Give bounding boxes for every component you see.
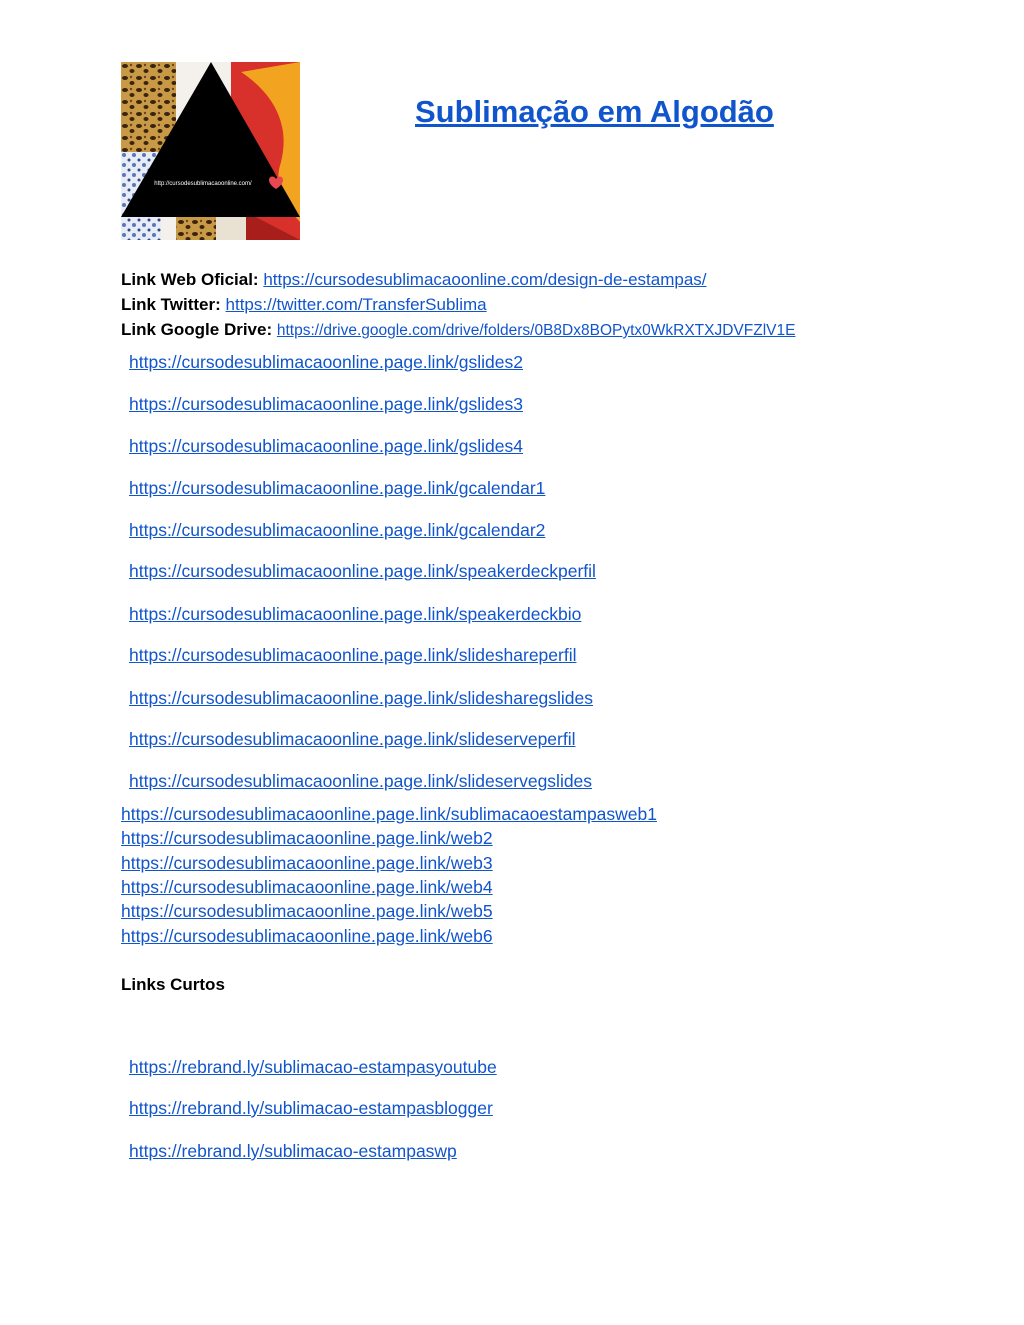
link-label: Link Web Oficial: bbox=[121, 270, 259, 289]
list-item-link[interactable]: https://cursodesublimacaoonline.page.link/slideshareperfil bbox=[129, 645, 577, 665]
link-label: Link Twitter: bbox=[121, 295, 221, 314]
link-label: Link Google Drive: bbox=[121, 320, 273, 339]
list-item-link[interactable]: https://cursodesublimacaoonline.page.link/slidesharegslides bbox=[129, 688, 594, 708]
link-google-drive-row bbox=[121, 319, 795, 342]
link-twitter[interactable]: https://twitter.com/TransferSublima bbox=[225, 295, 487, 314]
list-item-link[interactable]: https://cursodesublimacaoonline.page.link/speakerdeckperfil bbox=[129, 561, 596, 581]
list-item-link[interactable]: https://cursodesublimacaoonline.page.link/gcalendar1 bbox=[129, 478, 546, 498]
short-links-heading: Links Curtos bbox=[121, 975, 225, 994]
list-item-link[interactable]: https://rebrand.ly/sublimacao-estampasyoutube bbox=[129, 1057, 497, 1077]
link-twitter-row bbox=[121, 294, 487, 316]
logo-caption: http://cursodesublimacaoonline.com/ bbox=[154, 181, 252, 187]
list-item-link[interactable]: https://cursodesublimacaoonline.page.link/web5 bbox=[121, 901, 493, 921]
link-web-oficial-row bbox=[121, 269, 707, 291]
list-item-link[interactable]: https://cursodesublimacaoonline.page.link/web6 bbox=[121, 926, 493, 946]
list-item-link[interactable]: https://cursodesublimacaoonline.page.link/slideserveperfil bbox=[129, 729, 576, 749]
list-item-link[interactable]: https://cursodesublimacaoonline.page.link/gslides2 bbox=[129, 352, 523, 372]
list-item-link[interactable]: https://rebrand.ly/sublimacao-estampaswp bbox=[129, 1141, 457, 1161]
link-google-drive[interactable]: https://drive.google.com/drive/folders/0B8Dx8BOPytx0WkRXTXJDVFZlV1E bbox=[276, 322, 796, 339]
list-item-link[interactable]: https://cursodesublimacaoonline.page.link/web2 bbox=[121, 828, 493, 848]
list-item-link[interactable]: https://cursodesublimacaoonline.page.link/slideservegslides bbox=[129, 771, 593, 791]
page-title-link[interactable]: Sublimação em Algodão bbox=[415, 94, 774, 129]
link-web-oficial[interactable]: https://cursodesublimacaoonline.com/design-de-estampas/ bbox=[263, 270, 707, 289]
list-item-link[interactable]: https://cursodesublimacaoonline.page.link/web3 bbox=[121, 853, 493, 873]
list-item-link[interactable]: https://cursodesublimacaoonline.page.link/gslides4 bbox=[129, 436, 523, 456]
list-item-link[interactable]: https://rebrand.ly/sublimacao-estampasblogger bbox=[129, 1098, 493, 1118]
logo-image bbox=[121, 62, 300, 240]
list-item-link[interactable]: https://cursodesublimacaoonline.page.link/web4 bbox=[121, 877, 493, 897]
logo-collage bbox=[121, 62, 300, 240]
list-item-link[interactable]: https://cursodesublimacaoonline.page.link/gslides3 bbox=[129, 394, 523, 414]
list-item-link[interactable]: https://cursodesublimacaoonline.page.link/speakerdeckbio bbox=[129, 604, 582, 624]
list-item-link[interactable]: https://cursodesublimacaoonline.page.link/gcalendar2 bbox=[129, 520, 546, 540]
list-item-link[interactable]: https://cursodesublimacaoonline.page.link/sublimacaoestampasweb1 bbox=[121, 804, 658, 824]
